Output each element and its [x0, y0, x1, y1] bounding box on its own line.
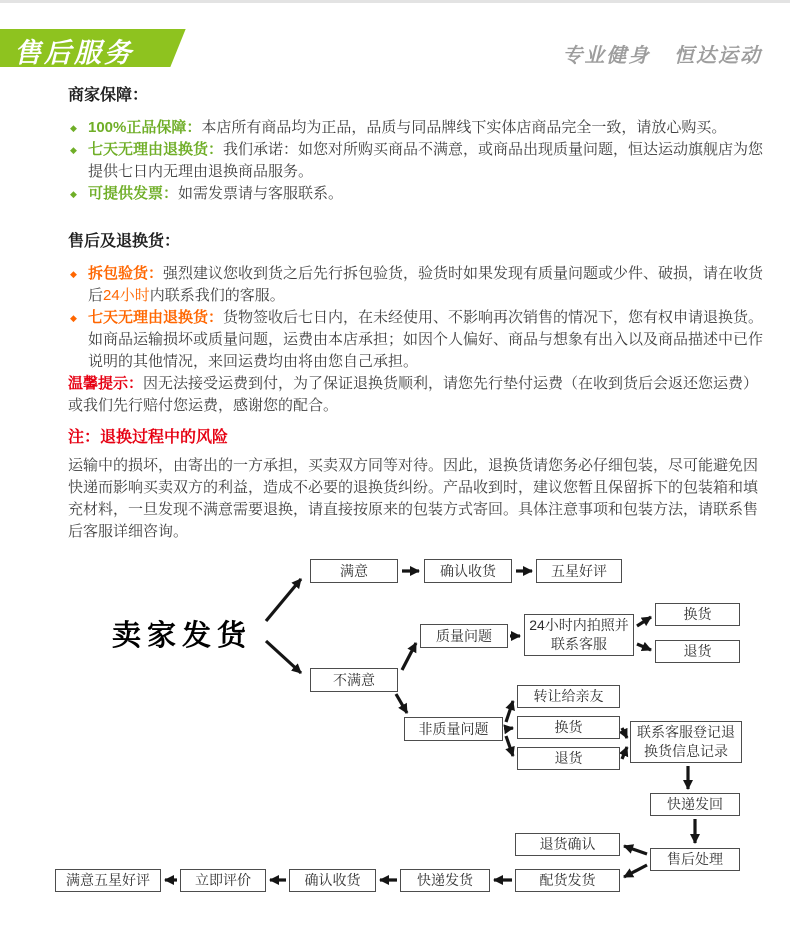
merchant-guarantee-section [68, 85, 764, 205]
flow-node-contact-service: 联系客服登记退换货信息记录 [630, 721, 742, 763]
item-label: 七天无理由退换货： [88, 141, 224, 158]
diamond-bullet-icon: ◆ [70, 123, 77, 133]
flow-node-satisfied: 满意 [310, 559, 398, 583]
flow-node-unsatisfied: 不满意 [310, 668, 398, 692]
flow-node-quality-issue: 质量问题 [420, 624, 508, 648]
flow-node-confirm-receipt-bottom: 确认收货 [289, 869, 376, 892]
item-label: 七天无理由退换货： [88, 309, 224, 326]
item-label: 拆包验货： [88, 265, 164, 282]
diamond-bullet-icon: ◆ [70, 145, 77, 155]
aftersales-item-unpack-inspect [68, 263, 764, 307]
brand-slogan [562, 39, 762, 68]
tip-text: 因无法接受运费到付，为了保证退换货顺利，请您先行垫付运费（在收到货后会返还您运费）或我们先行赔付您运费，感谢您的配合。 [68, 375, 759, 414]
section-title-risk: 注：退换过程中的风险 [68, 429, 229, 446]
item-text-highlight: 24小时 [103, 287, 150, 304]
diamond-bullet-icon: ◆ [70, 269, 77, 279]
guarantee-item-seven-day [68, 139, 764, 183]
flow-node-dispatch: 配货发货 [515, 869, 620, 892]
item-text: 我们承诺：如您对所购买商品不满意，或商品出现质量问题，恒达运动旗舰店为您提供七日内无理由退换商品服务。 [88, 141, 764, 180]
diamond-bullet-icon: ◆ [70, 189, 77, 199]
flow-node-review-now: 立即评价 [180, 869, 266, 892]
flow-start-label: 卖家发货 [112, 620, 253, 652]
flow-node-photo-24h: 24小时内拍照并联系客服 [524, 614, 634, 656]
risk-note-section [68, 427, 764, 543]
page-header [0, 3, 790, 73]
page-title: 售后服务 [14, 38, 134, 68]
flow-node-express-back: 快递发回 [650, 793, 740, 816]
flow-node-aftersales-process: 售后处理 [650, 848, 740, 871]
flow-node-five-star: 五星好评 [536, 559, 622, 583]
flow-node-confirm-receipt-top: 确认收货 [424, 559, 512, 583]
guarantee-item-invoice [68, 183, 764, 205]
flow-node-exchange-quality: 换货 [655, 603, 740, 626]
brand-slogan-left: 专业健身 [562, 45, 651, 67]
item-text: 货物签收后七日内，在未经使用、不影响再次销售的情况下，您有权申请退换货。如商品运输损坏或质量问题，运费由本店承担；如因个人偏好、商品与想象有出入以及商品描述中已作说明的其他情况，来回运费均由将由您自己承担。 [88, 309, 764, 370]
flow-node-non-quality-issue: 非质量问题 [404, 717, 503, 741]
warm-tip [68, 373, 764, 417]
flow-node-express-send: 快递发货 [400, 869, 490, 892]
section-title-aftersales: 售后及退换货： [68, 233, 181, 250]
flow-node-return-nonquality: 退货 [517, 747, 620, 770]
flowchart [0, 551, 790, 931]
policy-content [0, 73, 790, 543]
item-text-before: 强烈建议您收到货之后先行拆包验货，验货时如果发现有质量问题或少件、破损，请在收货后 [88, 265, 764, 304]
item-label: 可提供发票： [88, 185, 179, 202]
tip-label: 温馨提示： [68, 375, 144, 392]
section-title-guarantee: 商家保障： [68, 87, 149, 104]
item-text-after: 内联系我们的客服。 [149, 287, 285, 304]
flow-node-exchange-nonquality: 换货 [517, 716, 620, 739]
diamond-bullet-icon: ◆ [70, 313, 77, 323]
flow-node-return-quality: 退货 [655, 640, 740, 663]
item-text: 如需发票请与客服联系。 [178, 185, 344, 202]
risk-paragraph: 运输中的损坏，由寄出的一方承担，买卖双方同等对待。因此，退换货请您务必仔细包装，尽可能避免因快递而影响买卖双方的利益，造成不必要的退换货纠纷。产品收到时，建议您暂且保留拆下的包装箱和填充材料，一旦发现不满意需要退换，请直接按原来的包装方式寄回。具体注意事项和包装方法，请联系售后客服详细咨询。 [68, 457, 759, 540]
flow-node-give-to-friends: 转让给亲友 [517, 685, 620, 708]
guarantee-item-authentic [68, 117, 764, 139]
flow-node-return-confirm: 退货确认 [515, 833, 620, 856]
item-text: 本店所有商品均为正品，品质与同品牌线下实体店商品完全一致，请放心购买。 [201, 119, 727, 136]
aftersales-returns-section [68, 231, 764, 417]
flow-node-five-star-final: 满意五星好评 [55, 869, 161, 892]
item-label: 100%正品保障： [88, 119, 202, 136]
brand-slogan-right: 恒达运动 [674, 45, 762, 67]
aftersales-item-seven-day [68, 307, 764, 373]
